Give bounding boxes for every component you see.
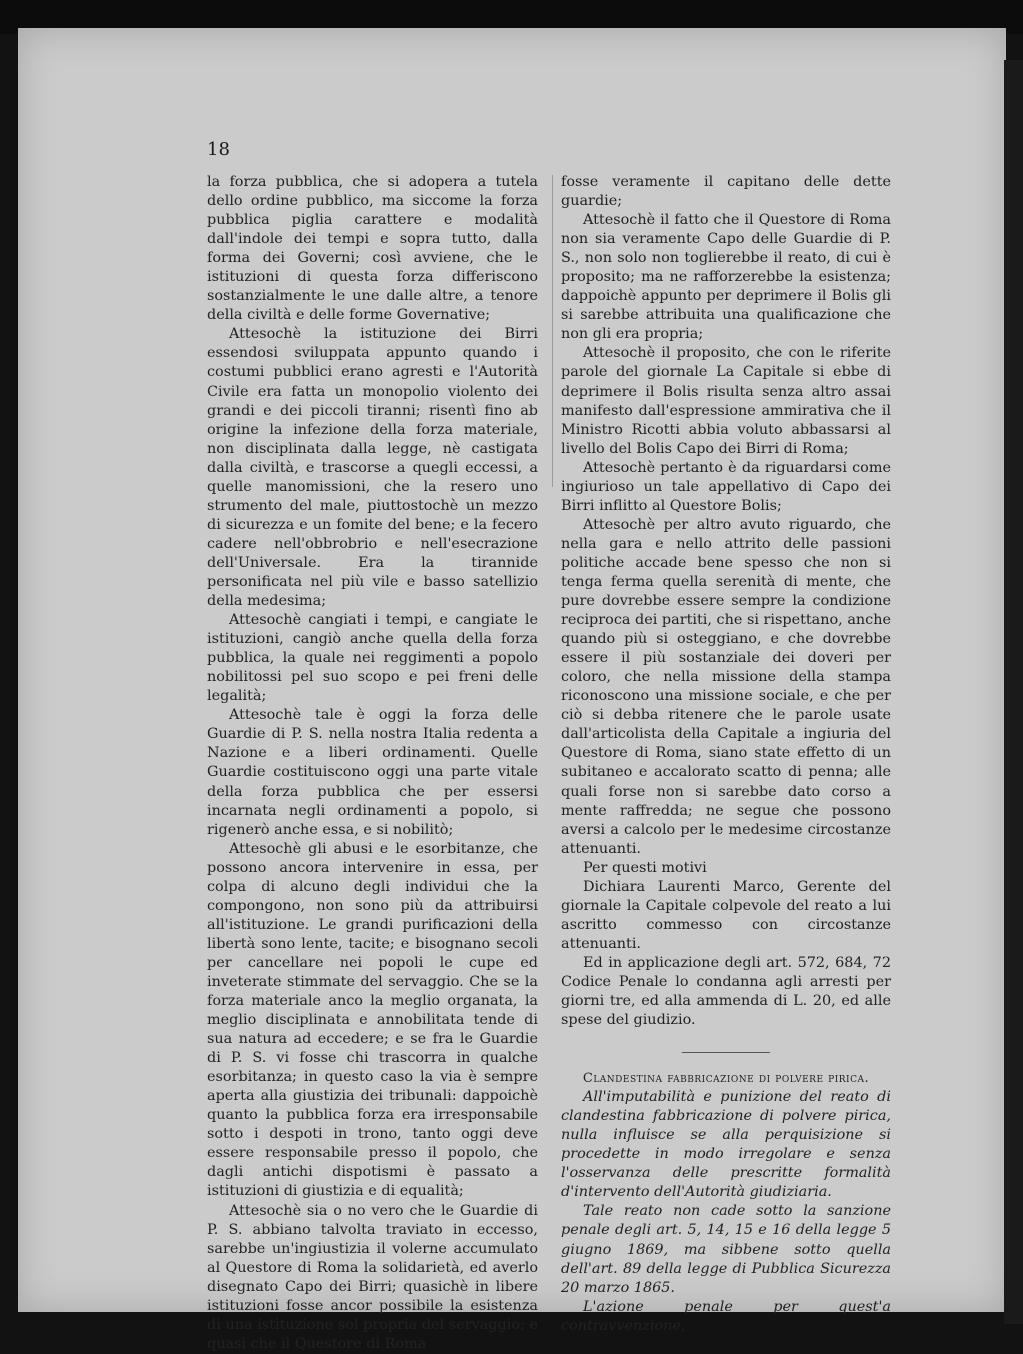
paragraph: Attesochè per altro avuto riguardo, che nella gara e nello attrito delle passioni politiche accade bene spesso che non si tenga ferma quella serenità di mente, che pure dovrebbe essere sempre la condizione reciproca dei partiti, che si rispettano, anche quando più si osteggiano, e che dovrebbe essere il più sostanziale dei doveri per coloro, che nella missione della stampa riconoscono una missione sociale, e che per ciò si debba ritenere che le parole usate dall'articolista della Capitale a ingiuria del Questore di Roma, siano state effetto di un subitaneo e accalorato scatto di penna; alle quali forse non si sarebbe dato corso a mente raffredda; ne segue che possono aversi a calcolo per le medesime circostanze attenuanti. — [561, 516, 892, 857]
paragraph: Attesochè il fatto che il Questore di Roma non sia veramente Capo delle Guardie di P. S., non solo non toglierebbe il reato, di cui è proposito; ma ne rafforzerebbe la esistenza; dappoichè appunto per deprimere il Bolis gli si sarebbe attribuita una qualificazione che non gli era propria; — [561, 212, 891, 343]
paragraph: Attesochè sia o no vero che le Guardie di P. S. abbiano talvolta traviato in eccesso, sarebbe un'ingiustizia il volerne accumulato al Questore di Roma la solidarietà, ed averlo disegnato Capo dei Birri; quasichè in libere istituzioni fosse ancor possibile la esistenza di una istituzione sol propria del servaggio; e quasi che il Questore di Roma — [207, 1202, 538, 1352]
paragraph: la forza pubblica, che si adopera a tutela dello ordine pubblico, ma siccome la forza pubblica piglia carattere e modalità dall'indole dei tempi e sopra tutto, dalla forma dei Governi; così avviene, che le istituzioni di questa forza differiscono sostanzialmente le une dalle altre, a tenore della civiltà e delle forme Governative; — [207, 174, 538, 324]
paragraph: Attesochè il proposito, che con le riferite parole del giornale La Capitale si ebbe di deprimere il Bolis risulta senza altro assai manifesto dall'espressione ammirativa che il Ministro Ricotti abbia voluto abbassarsi al livello del Bolis Capo dei Birri di Roma; — [561, 345, 891, 457]
section-title: Clandestina fabbricazione di polvere pirica. — [582, 1071, 870, 1087]
paragraph: fosse veramente il capitano delle dette guardie; — [561, 174, 891, 210]
section-divider — [682, 1052, 770, 1053]
paragraph: Per questi motivi — [583, 859, 707, 876]
section-summary: L'azione penale per quest'a contravvenzione, — [561, 1298, 891, 1334]
column-divider — [552, 175, 553, 487]
section-summary: Tale reato non cade sotto la sanzione penale degli art. 5, 14, 15 e 16 della legge 5 giugno 1869, ma sibbene sotto quella dell'art. 89 della legge di Pubblica Sicurezza 20 marzo 1865. — [561, 1203, 891, 1296]
section-summary: All'imputabilità e punizione del reato di clandestina fabbricazione di polvere pirica, nulla influisce se alla perquisizione si procedette in modo irregolare e senza l'osservanza delle prescritte formalità d'intervento dell'Autorità giudiziaria. — [561, 1089, 891, 1201]
right-column — [561, 173, 891, 1336]
paragraph: Attesochè cangiati i tempi, e cangiate le istituzioni, cangiò anche quella della forza pubblica, la quale nei reggimenti a popolo nobilitossi pel suo scopo e pei freni delle legalità; — [207, 612, 538, 705]
paragraph: Attesochè la istituzione dei Birri essendosi sviluppata appunto quando i costumi pubblici erano agresti e l'Autorità Civile era fatta un monopolio violento dei grandi e dei piccoli tiranni; risentì fino ab origine la infezione della forza materiale, non disciplinata dalla legge, nè castigata dalla civiltà, e trascorse a quegli eccessi, a quelle manomissioni, che la resero uno strumento del male, piuttostochè un mezzo di sicurezza e un fomite del bene; e la fecero cadere nell'obbrobrio e nell'esecrazione dell'Universale. Era la tirannide personificata nel più vile e basso satellizio della medesima; — [207, 326, 538, 610]
page-number: 18 — [207, 139, 230, 160]
scan-border-right — [1004, 60, 1023, 1324]
left-column — [207, 173, 538, 1354]
paragraph: Ed in applicazione degli art. 572, 684, 72 Codice Penale lo condanna agli arresti per giorni tre, ed alla ammenda di L. 20, ed alle spese del giudizio. — [561, 954, 891, 1029]
paragraph: Attesochè gli abusi e le esorbitanze, che possono ancora intervenire in essa, per colpa di alcuno degli individui che la compongono, non sono più da attribuirsi all'istituzione. Le grandi purificazioni della libertà sono lente, tacite; e bisognano secoli per cancellare nei popoli le cupe ed inveterate stimmate del servaggio. Che se la forza materiale anco la meglio organata, la meglio disciplinata e annobilitata tende di sua natura ad eccedere; e se fra le Guardie di P. S. vi fosse chi trascorra in qualche esorbitanza; in questo caso la via è sempre aperta alla giustizia dei tribunali: dappoichè quanto la pubblica forza era irresponsabile sotto i despoti in trono, tanto oggi deve essere responsabile presso il popolo, che dagli antichi dispotismi è passato a istituzioni di giustizia e di equalità; — [207, 840, 538, 1200]
paragraph: Attesochè tale è oggi la forza delle Guardie di P. S. nella nostra Italia redenta a Nazione e a liberi ordinamenti. Quelle Guardie costituiscono oggi una parte vitale della forza pubblica che per essersi incarnata negli ordinamenti a popolo, si rigenerò anche essa, e si nobilitò; — [207, 707, 538, 838]
paragraph: Attesochè pertanto è da riguardarsi come ingiurioso un tale appellativo di Capo dei Birri inflitto al Questore Bolis; — [561, 459, 891, 514]
paragraph: Dichiara Laurenti Marco, Gerente del giornale la Capitale colpevole del reato a lui ascritto commesso con circostanze attenuanti. — [561, 878, 891, 952]
